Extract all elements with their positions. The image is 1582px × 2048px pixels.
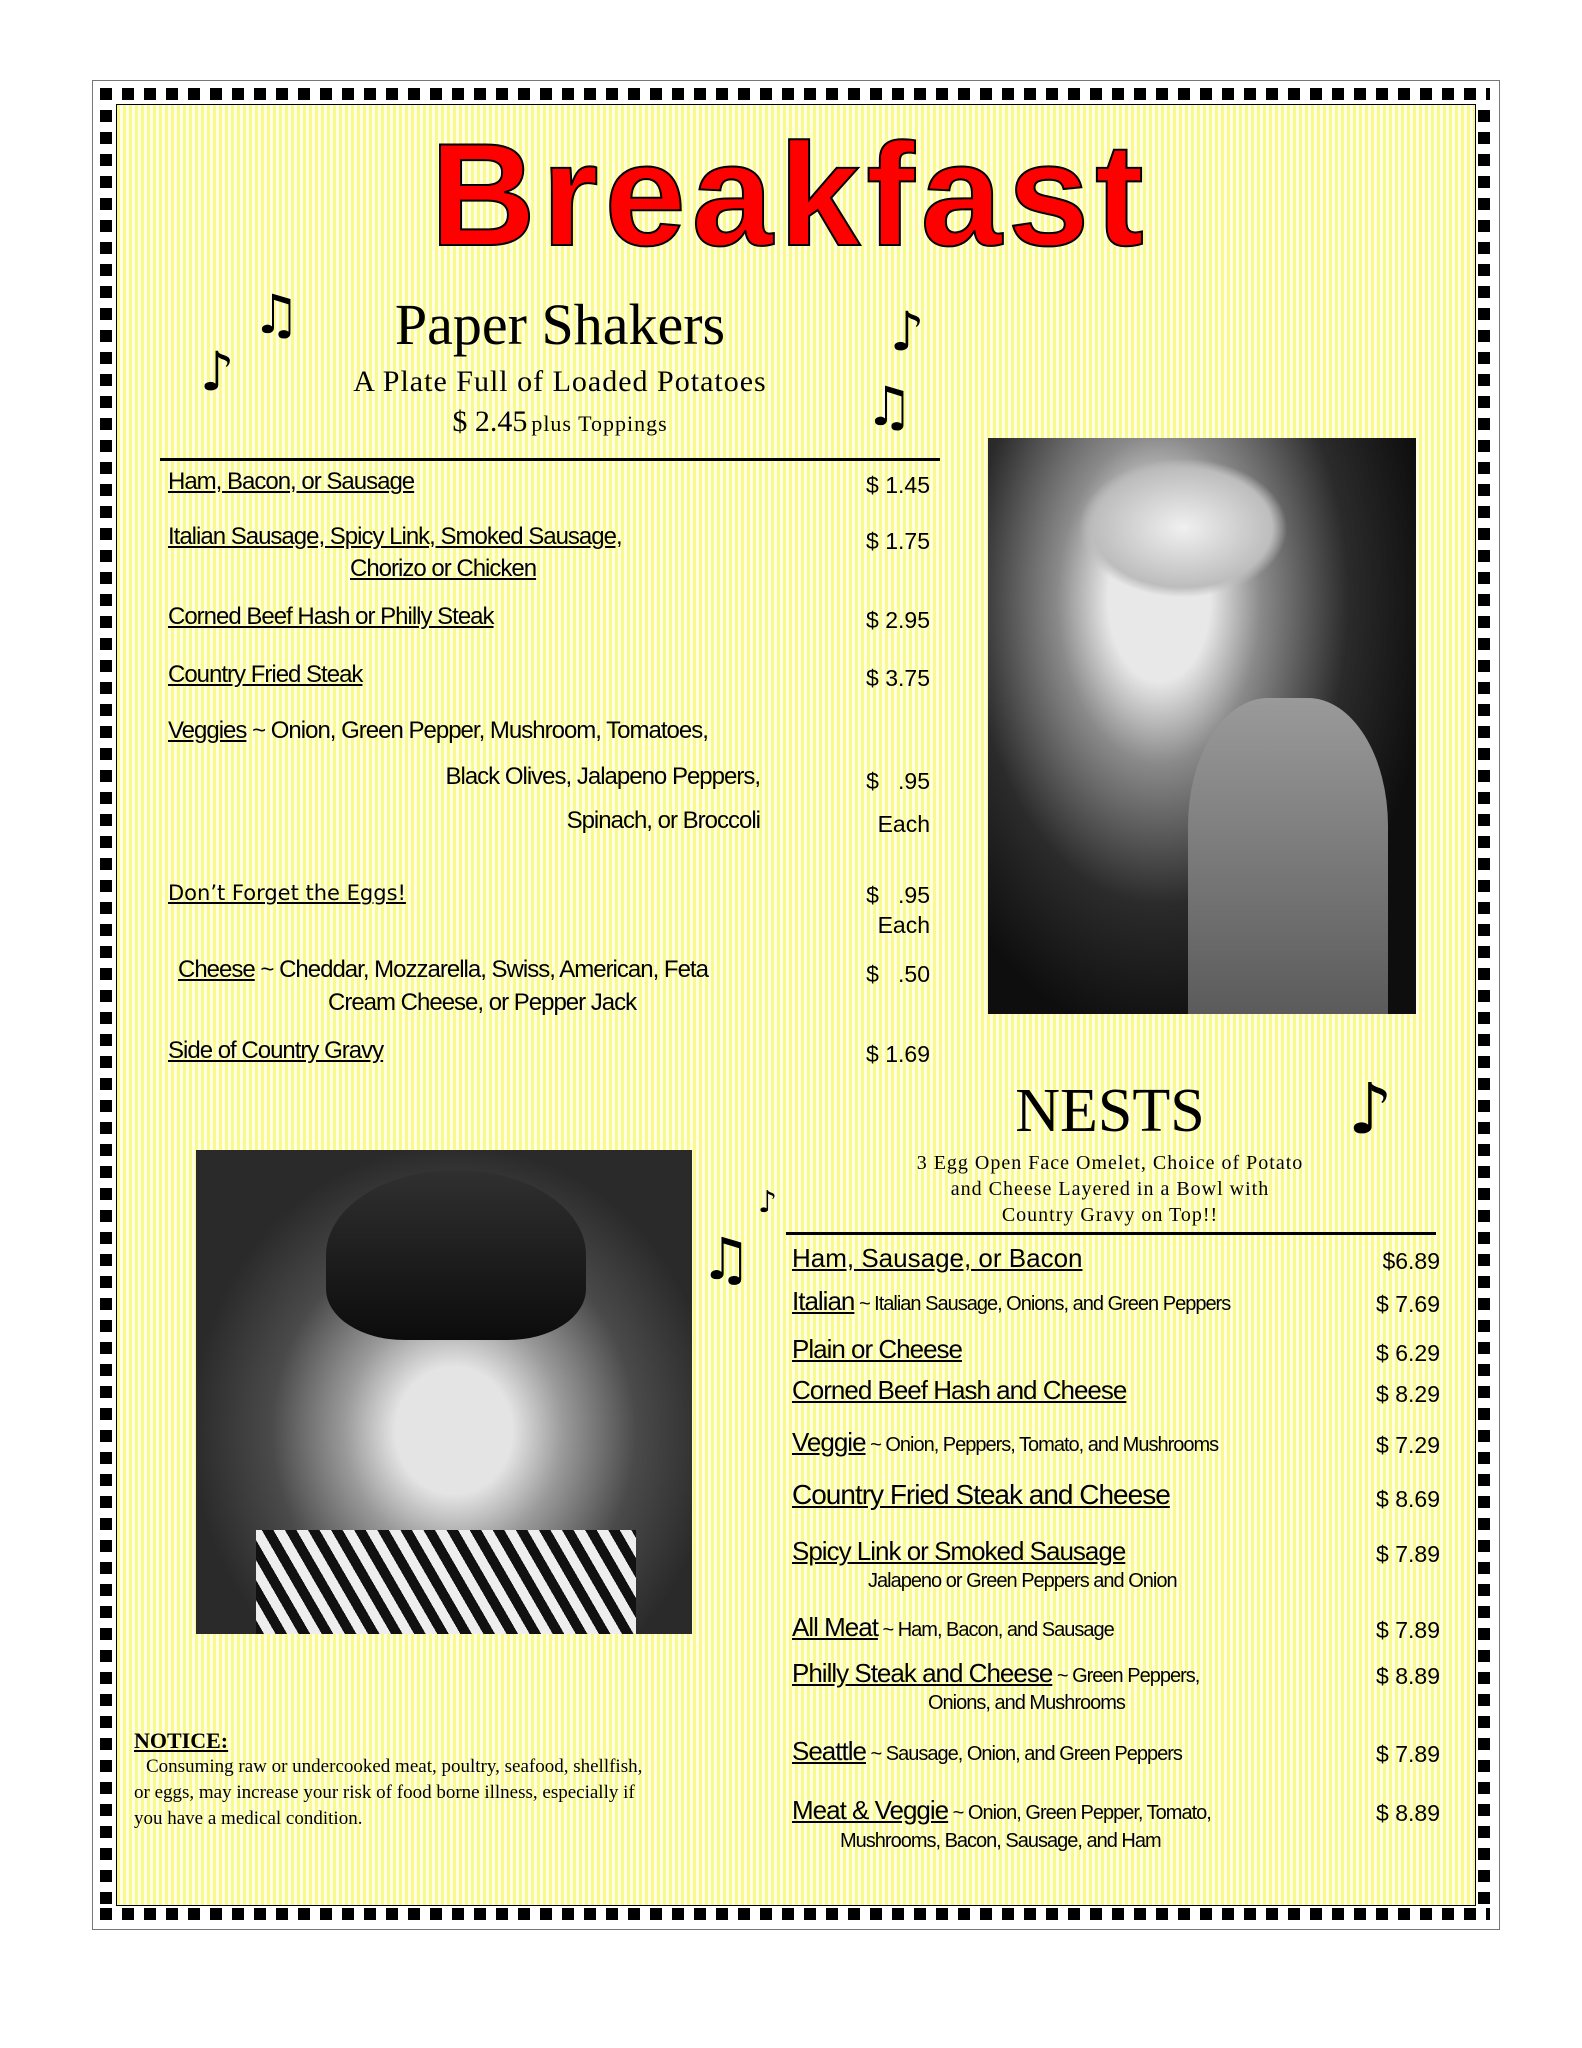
shaker-item-price: $ 1.75 bbox=[866, 528, 930, 554]
hair-highlight bbox=[1078, 458, 1288, 598]
shoulder-shape bbox=[1188, 698, 1388, 1014]
base-price: $ 2.45 bbox=[452, 405, 528, 438]
portrait-photo-man bbox=[196, 1150, 692, 1634]
shaker-item-name: Don’t Forget the Eggs! bbox=[168, 881, 406, 905]
notice-text-line3: you have a medical condition. bbox=[134, 1808, 363, 1829]
nest-item-name: Meat & Veggie bbox=[792, 1795, 949, 1825]
nest-italian-line bbox=[792, 1286, 1230, 1319]
nest-item-price: $ 8.89 bbox=[1376, 1663, 1440, 1689]
nest-item-name: Country Fried Steak and Cheese bbox=[792, 1479, 1170, 1510]
shaker-item-name: Cheese bbox=[178, 956, 255, 983]
beamed-eighth-notes-icon: ♫ bbox=[700, 1225, 752, 1293]
nest-veggie-line bbox=[792, 1427, 1218, 1460]
nest-item-price: $ 7.69 bbox=[1376, 1291, 1440, 1317]
nest-item-detail: ~ Italian Sausage, Onions, and Green Peppers bbox=[854, 1293, 1231, 1315]
shaker-item-name: Corned Beef Hash or Philly Steak bbox=[168, 603, 494, 630]
nest-item-detail-line2: Jalapeno or Green Peppers and Onion bbox=[868, 1570, 1177, 1592]
shaker-item-name-line2: Chorizo or Chicken bbox=[350, 555, 537, 582]
portrait-photo-woman bbox=[988, 438, 1416, 1014]
nest-item-price: $ 7.89 bbox=[1376, 1541, 1440, 1567]
shaker-item-detail-line3: Spinach, or Broccoli bbox=[566, 807, 760, 834]
nests-description-line2: and Cheese Layered in a Bowl with bbox=[950, 1178, 1270, 1200]
nests-description-line3: Country Gravy on Top!! bbox=[1001, 1204, 1219, 1226]
nest-item-name: Corned Beef Hash and Cheese bbox=[792, 1375, 1127, 1405]
nest-item-name: Veggie bbox=[792, 1427, 866, 1457]
shaker-item-name: Italian Sausage, Spicy Link, Smoked Sausage, bbox=[168, 523, 622, 550]
section-divider bbox=[160, 458, 940, 461]
shaker-item-price: $ 1.69 bbox=[866, 1041, 930, 1067]
nest-item-name: All Meat bbox=[792, 1612, 878, 1642]
shirt-pattern bbox=[256, 1530, 636, 1634]
nests-heading: NESTS bbox=[1015, 1077, 1205, 1145]
shaker-item-detail: ~ Cheddar, Mozzarella, Swiss, American, Feta bbox=[254, 956, 708, 983]
shaker-item-price: $ 2.95 bbox=[866, 607, 930, 633]
shaker-item-price: $ .95 bbox=[866, 768, 930, 794]
eighth-note-icon: ♪ bbox=[200, 340, 235, 403]
nest-item-name: Seattle bbox=[792, 1736, 866, 1766]
shaker-item-detail-line2: Cream Cheese, or Pepper Jack bbox=[328, 989, 637, 1016]
nest-item-name: Ham, Sausage, or Bacon bbox=[792, 1243, 1083, 1273]
nest-item-price: $6.89 bbox=[1382, 1248, 1440, 1274]
shaker-item-price: $ 1.45 bbox=[866, 472, 930, 498]
shaker-cheese-line bbox=[178, 955, 708, 985]
nest-item-name: Italian bbox=[792, 1286, 855, 1316]
nest-item-price: $ 8.89 bbox=[1376, 1800, 1440, 1826]
shaker-item-detail: ~ Onion, Green Pepper, Mushroom, Tomatoes, bbox=[246, 717, 708, 744]
base-price-suffix: plus Toppings bbox=[531, 411, 668, 436]
nest-item-price: $ 8.69 bbox=[1376, 1486, 1440, 1512]
nest-seattle-line bbox=[792, 1736, 1182, 1769]
beamed-eighth-notes-icon: ♫ bbox=[252, 283, 301, 346]
nest-item-name: Spicy Link or Smoked Sausage bbox=[792, 1536, 1126, 1566]
shaker-item-price: $ .50 bbox=[866, 961, 930, 987]
shaker-item-name: Side of Country Gravy bbox=[168, 1037, 384, 1064]
notice-text-line2: or eggs, may increase your risk of food borne illness, especially if bbox=[134, 1782, 635, 1803]
notice-heading: NOTICE: bbox=[134, 1728, 229, 1753]
paper-shakers-subtitle: A Plate Full of Loaded Potatoes bbox=[353, 365, 767, 398]
nest-item-price: $ 7.89 bbox=[1376, 1617, 1440, 1643]
shaker-item-detail-line2: Black Olives, Jalapeno Peppers, bbox=[445, 763, 760, 790]
nest-allmeat-line bbox=[792, 1612, 1114, 1645]
nest-item-detail: ~ Ham, Bacon, and Sausage bbox=[877, 1619, 1114, 1641]
eighth-note-icon: ♪ bbox=[890, 300, 925, 363]
shaker-item-name: Ham, Bacon, or Sausage bbox=[168, 468, 415, 495]
nest-item-price: $ 7.29 bbox=[1376, 1432, 1440, 1458]
nest-item-detail: ~ Sausage, Onion, and Green Peppers bbox=[865, 1743, 1182, 1765]
shaker-item-name: Country Fried Steak bbox=[168, 661, 363, 688]
nest-item-price: $ 7.89 bbox=[1376, 1741, 1440, 1767]
nest-meatveggie-line bbox=[792, 1795, 1211, 1828]
nest-philly-line bbox=[792, 1658, 1199, 1691]
nest-item-price: $ 8.29 bbox=[1376, 1381, 1440, 1407]
notice-text-line1: Consuming raw or undercooked meat, poultry, seafood, shellfish, bbox=[146, 1756, 643, 1777]
nest-item-detail: ~ Onion, Green Pepper, Tomato, bbox=[948, 1802, 1211, 1824]
shaker-item-unit: Each bbox=[877, 811, 930, 837]
nest-item-detail: ~ Green Peppers, bbox=[1052, 1665, 1200, 1687]
shaker-item-price: $ 3.75 bbox=[866, 665, 930, 691]
shaker-item-price: $ .95 bbox=[866, 882, 930, 908]
shaker-veggies-line bbox=[168, 716, 708, 746]
shaker-item-unit: Each bbox=[877, 912, 930, 938]
eighth-note-icon: ♪ bbox=[1348, 1068, 1393, 1150]
nest-item-detail-line2: Mushrooms, Bacon, Sausage, and Ham bbox=[840, 1830, 1161, 1852]
nests-description-line1: 3 Egg Open Face Omelet, Choice of Potato bbox=[916, 1152, 1304, 1174]
paper-shakers-base-price bbox=[240, 404, 880, 445]
nest-item-price: $ 6.29 bbox=[1376, 1340, 1440, 1366]
menu-title: Breakfast bbox=[430, 113, 1150, 276]
beamed-eighth-notes-icon: ♫ bbox=[865, 375, 914, 438]
paper-shakers-heading: Paper Shakers bbox=[394, 292, 726, 357]
eighth-note-icon: ♪ bbox=[758, 1185, 778, 1220]
shaker-item-name: Veggies bbox=[168, 717, 247, 744]
nest-item-detail-line2: Onions, and Mushrooms bbox=[928, 1692, 1125, 1714]
nest-item-detail: ~ Onion, Peppers, Tomato, and Mushrooms bbox=[865, 1434, 1219, 1456]
section-divider bbox=[786, 1232, 1436, 1235]
hair-shape bbox=[326, 1170, 586, 1340]
nest-item-name: Plain or Cheese bbox=[792, 1334, 962, 1364]
nest-item-name: Philly Steak and Cheese bbox=[792, 1658, 1053, 1688]
